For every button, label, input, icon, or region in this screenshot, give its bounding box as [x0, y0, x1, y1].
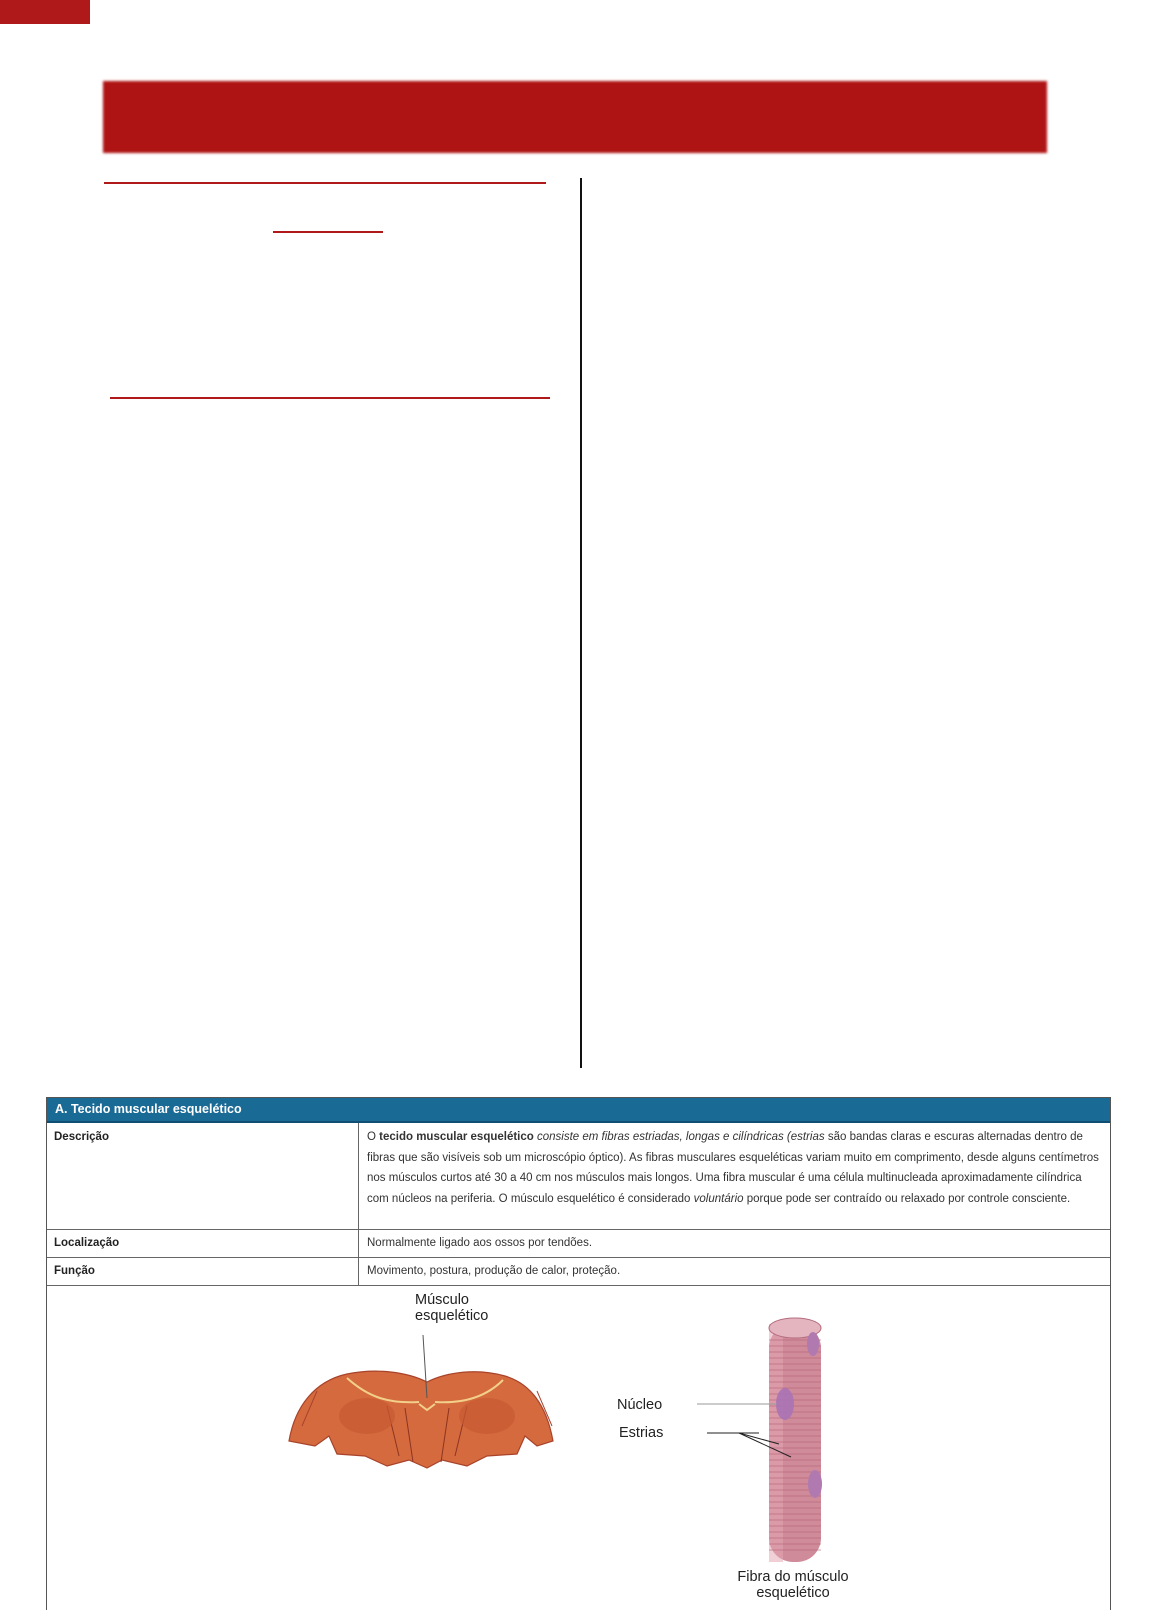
muscle-label-line2: esquelético: [415, 1308, 489, 1324]
muscle-label: [415, 1292, 488, 1324]
desc-part-6: porque pode ser contraído ou relaxado por controle consciente.: [743, 1192, 1071, 1205]
tissue-table: [46, 1097, 1111, 1610]
desc-part-2: consiste em fibras estriadas, longas e cilíndricas (: [533, 1131, 791, 1143]
table-header: A. Tecido muscular esquelético: [47, 1098, 1110, 1123]
desc-part-3: estrias: [790, 1131, 825, 1143]
muscle-label-line1: Músculo: [415, 1292, 469, 1308]
table-row-funcao: [47, 1258, 1110, 1286]
heading-rule-bottom: [110, 397, 550, 399]
row-value-localizacao: Normalmente ligado aos ossos por tendões.: [367, 1237, 593, 1249]
heading-rule-top: [104, 182, 546, 184]
nucleus-label: Núcleo: [617, 1397, 663, 1413]
heading-rule-short: [273, 231, 383, 233]
corner-tab: [0, 0, 90, 24]
striae-label: Estrias: [619, 1425, 664, 1441]
skeletal-fiber-illustration: [769, 1318, 822, 1562]
illustration-drawing: [47, 1286, 1110, 1606]
table-row-localizacao: [47, 1230, 1110, 1258]
desc-part-0: O: [367, 1131, 380, 1143]
row-label-localizacao: Localização: [47, 1230, 359, 1257]
desc-part-5: voluntário: [693, 1192, 744, 1205]
row-value-funcao: Movimento, postura, produção de calor, proteção.: [367, 1265, 621, 1277]
fiber-label-line1: Fibra do músculo: [737, 1569, 849, 1585]
torso-muscle-illustration: [289, 1371, 553, 1468]
desc-part-1: tecido muscular esquelético: [379, 1131, 534, 1143]
illustration-panel: [47, 1286, 1110, 1606]
row-value-descricao: [359, 1123, 1110, 1229]
table-row-descricao: [47, 1123, 1110, 1230]
fiber-label-line2: esquelético: [756, 1585, 830, 1601]
column-divider: [580, 178, 582, 1068]
row-label-descricao: Descrição: [47, 1123, 359, 1229]
desc-part-4: são bandas claras e escuras alternadas dentro de fibras que são visíveis sob um microscópio óptico). As fibras musculares esqueléticas variam muito em comprimento, desde alguns centímetros nos músculos curtos até 30 a 40 cm nos músculos mais longos. Uma fibra muscular é uma célula multinucleada aproximadamente cilíndrica com núcleos na periferia. O músculo esquelético é considerado: [367, 1131, 1099, 1205]
title-banner: [103, 81, 1047, 153]
row-label-funcao: Função: [47, 1258, 359, 1285]
fiber-label: [703, 1569, 883, 1601]
